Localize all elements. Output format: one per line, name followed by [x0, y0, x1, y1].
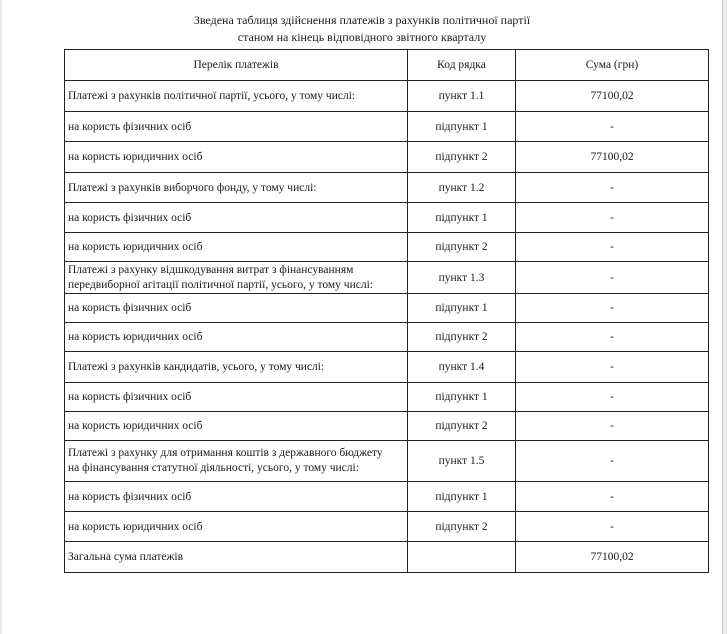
row-sum: 77100,02: [516, 81, 709, 112]
total-code: [408, 542, 516, 573]
table-row: [65, 112, 709, 142]
row-name: Платежі з рахунків кандидатів, усього, у тому числі:: [65, 352, 408, 383]
table-row: [65, 383, 709, 412]
table-row: [65, 482, 709, 512]
row-code: підпункт 2: [408, 512, 516, 542]
table-row: [65, 81, 709, 112]
row-sum: -: [516, 323, 709, 352]
table-header-row: [65, 50, 709, 81]
table-row: [65, 203, 709, 233]
row-sum: -: [516, 294, 709, 323]
row-code: пункт 1.4: [408, 352, 516, 383]
row-name: на користь фізичних осіб: [65, 482, 408, 512]
total-name: Загальна сума платежів: [65, 542, 408, 573]
document-title: [2, 12, 722, 46]
table-row: [65, 142, 709, 173]
row-name-line-2: на фінансування статутної діяльності, усього, у тому числі:: [68, 462, 359, 474]
row-name: Платежі з рахунків політичної партії, усього, у тому числі:: [65, 81, 408, 112]
table-row: [65, 512, 709, 542]
row-sum: -: [516, 173, 709, 203]
row-name: на користь фізичних осіб: [65, 112, 408, 142]
row-sum: -: [516, 262, 709, 294]
row-sum: -: [516, 203, 709, 233]
table-row: [65, 412, 709, 441]
row-name-line-1: Платежі з рахунку для отримання коштів з державного бюджету: [68, 447, 383, 459]
row-sum: -: [516, 352, 709, 383]
row-sum: -: [516, 112, 709, 142]
row-code: підпункт 2: [408, 323, 516, 352]
document-page: [2, 0, 723, 634]
row-sum: -: [516, 233, 709, 262]
title-line-2: станом на кінець відповідного звітного кварталу: [237, 30, 487, 44]
row-name: [65, 441, 408, 482]
row-name: на користь фізичних осіб: [65, 203, 408, 233]
row-name: на користь юридичних осіб: [65, 323, 408, 352]
row-code: підпункт 2: [408, 233, 516, 262]
row-code: підпункт 1: [408, 294, 516, 323]
table-row: [65, 352, 709, 383]
row-sum: -: [516, 412, 709, 441]
table-row: [65, 323, 709, 352]
row-code: підпункт 1: [408, 203, 516, 233]
table-row: [65, 294, 709, 323]
title-line-1: Зведена таблиця здійснення платежів з рахунків політичної партії: [193, 13, 531, 27]
row-name: на користь юридичних осіб: [65, 512, 408, 542]
row-sum: -: [516, 441, 709, 482]
row-name: Платежі з рахунків виборчого фонду, у тому числі:: [65, 173, 408, 203]
row-code: пункт 1.5: [408, 441, 516, 482]
row-name: [65, 262, 408, 294]
table-row-total: [65, 542, 709, 573]
row-code: підпункт 1: [408, 383, 516, 412]
row-name: на користь юридичних осіб: [65, 412, 408, 441]
row-name: на користь юридичних осіб: [65, 233, 408, 262]
row-name-line-1: Платежі з рахунку відшкодування витрат з фінансуванням: [68, 263, 354, 276]
total-sum: 77100,02: [516, 542, 709, 573]
row-name: на користь фізичних осіб: [65, 383, 408, 412]
row-code: підпункт 2: [408, 142, 516, 173]
row-name-line-2: передвиборної агітації політичної партії, усього, у тому числі:: [68, 278, 373, 291]
row-name: на користь юридичних осіб: [65, 142, 408, 173]
header-row-code: Код рядка: [408, 50, 516, 81]
row-sum: -: [516, 383, 709, 412]
table-row: [65, 262, 709, 294]
header-amount: Сума (грн): [516, 50, 709, 81]
row-code: пункт 1.1: [408, 81, 516, 112]
table-row: [65, 173, 709, 203]
row-code: пункт 1.2: [408, 173, 516, 203]
table-row: [65, 441, 709, 482]
row-name: на користь фізичних осіб: [65, 294, 408, 323]
row-code: пункт 1.3: [408, 262, 516, 294]
row-code: підпункт 2: [408, 412, 516, 441]
row-sum: -: [516, 482, 709, 512]
row-sum: 77100,02: [516, 142, 709, 173]
table-row: [65, 233, 709, 262]
row-code: підпункт 1: [408, 482, 516, 512]
payments-table: [64, 49, 709, 573]
row-code: підпункт 1: [408, 112, 516, 142]
header-payment-list: Перелік платежів: [65, 50, 408, 81]
row-sum: -: [516, 512, 709, 542]
